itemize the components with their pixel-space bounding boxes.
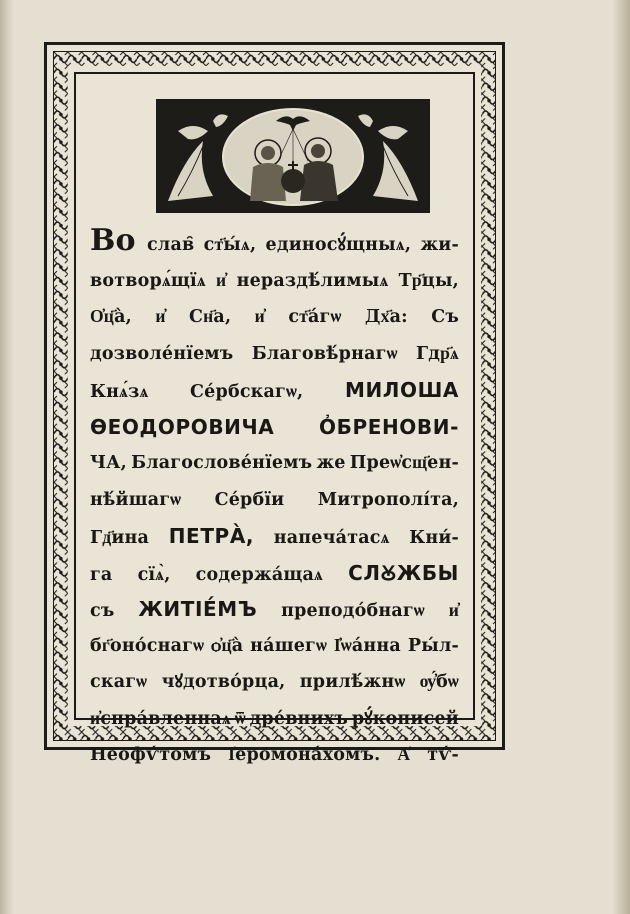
word: единосꙋ́щныѧ, (265, 235, 412, 255)
word: и҆ (448, 601, 459, 621)
word: А҆ (397, 745, 411, 765)
text-line-3 (90, 299, 459, 336)
word: на́шегѡ (250, 635, 327, 656)
word: сїѧ̀, (137, 564, 171, 585)
trinity-engraving-icon (158, 101, 428, 211)
text-line-12 (90, 628, 459, 665)
word: Гдр҃ѧ (415, 343, 459, 364)
text-line-5 (90, 372, 459, 409)
surname: О҆БРЕНОВИ- (319, 414, 459, 439)
word: І҆ѡа́нна (333, 635, 401, 656)
prince-name: МИЛОША (344, 378, 459, 402)
word: содержа́щаѧ (195, 564, 324, 585)
word (90, 223, 138, 264)
life-title: ЖИТІЕ́МЪ (138, 597, 258, 621)
text-line-8 (90, 482, 459, 519)
word: ст҃ы́ѧ, (203, 235, 257, 255)
word: Сн҃а, (189, 307, 232, 327)
word: же (316, 453, 346, 473)
word: рꙋ́кописей (351, 708, 459, 729)
book-spine-shadow (0, 0, 14, 914)
patronymic: ѲЕОДОРОВИЧА (90, 414, 275, 439)
word: Гд҃ина (90, 528, 150, 548)
word: вотворѧ́щїѧ (90, 270, 206, 291)
word: ЧА, (90, 453, 127, 473)
ornament-band (53, 51, 496, 765)
word: І҆еромона́хомъ. (228, 745, 381, 765)
text-line-11 (90, 591, 459, 628)
text-line-14 (90, 701, 459, 738)
text-line-15 (90, 737, 459, 774)
word: Кнѧ́зѧ (90, 382, 149, 402)
word: О҆ц҃а̀, (90, 307, 132, 327)
word: Кни́- (409, 528, 459, 548)
word: скагѡ (90, 672, 148, 692)
metropolitan-name: ПЕТРА̀, (168, 524, 255, 548)
word: и҆ (254, 307, 265, 327)
text-panel (74, 72, 475, 765)
word: га (90, 564, 113, 585)
word: Ры́л- (407, 635, 459, 656)
word: чꙋдотво́рца, (161, 672, 286, 692)
word: жи- (420, 235, 459, 255)
word: напеча́тасѧ (273, 528, 390, 548)
word: Благовѣ́рнагѡ (251, 343, 398, 364)
word: Тр҃цы, (398, 270, 459, 291)
page-edge-shadow (612, 0, 630, 914)
trinity-vignette (156, 99, 430, 213)
word: Преѡ҆сщ҃ен- (349, 453, 459, 473)
word: Благослове́нїемъ (131, 453, 313, 473)
word: бг҃оно́снагѡ (90, 635, 205, 656)
word: Митрополі́та, (317, 489, 459, 510)
word: нѣ́йшагѡ (90, 489, 182, 510)
word: съ (90, 601, 115, 621)
text-line-1 (90, 223, 459, 263)
word: нераздѣ́лимыѧ (236, 270, 389, 291)
word: Се́рбїи (214, 489, 285, 510)
word: Се́рбскагѡ, (190, 382, 304, 402)
services-title: СЛꙊЖБЫ (348, 560, 459, 585)
word: и҆спра́вленнаѧ (90, 708, 231, 729)
text-line-13 (90, 664, 459, 701)
drop-cap: Во (90, 223, 136, 258)
word: и҆ (216, 270, 227, 291)
word: Неофѵ́томъ (90, 745, 212, 765)
dedication-text (90, 223, 459, 774)
text-line-10 (90, 555, 459, 592)
text-line-9 (90, 518, 459, 555)
word: дозволе́нїемъ (90, 343, 234, 364)
word: ѿ (234, 708, 246, 729)
word: Дх҃а: (364, 307, 408, 327)
word: ѹ҆́бѡ (419, 672, 459, 692)
word: и҆ (155, 307, 166, 327)
word: преподо́бнагѡ (281, 601, 425, 621)
word: ѻ҆ц҃а̀ (211, 635, 244, 656)
text-line-7 (90, 445, 459, 482)
ornamental-frame (44, 42, 505, 765)
word: прилѣ́жнѡ (299, 672, 406, 692)
word: слав̑ (147, 235, 195, 255)
word: дре́внихъ (249, 708, 349, 729)
text-line-2 (90, 263, 459, 300)
word: Съ (431, 307, 459, 327)
word: ст҃а́гѡ (288, 307, 342, 327)
word: тѵ́- (427, 745, 459, 765)
text-line-4 (90, 336, 459, 373)
text-line-6 (90, 409, 459, 446)
